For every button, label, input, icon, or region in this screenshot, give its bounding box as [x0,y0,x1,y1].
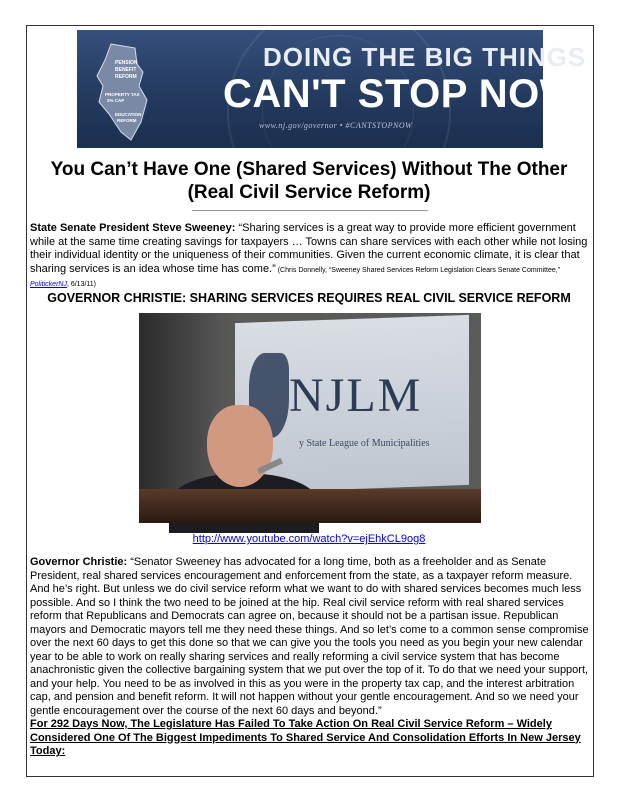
map-label: EDUCATION [115,112,142,117]
sign-subtext: y State League of Municipalities [299,438,430,449]
map-label: 2% CAP [107,98,125,103]
youtube-video-link[interactable]: http://www.youtube.com/watch?v=ejEhkCL9og8 [192,533,426,545]
header-banner [77,30,592,148]
politickernj-link[interactable]: PolitickerNJ [30,281,67,288]
map-label: REFORM [115,74,137,80]
sweeney-quote [30,222,590,292]
map-label: BENEFIT [115,67,137,73]
page-title: You Can’t Have One (Shared Services) Without The Other (Real Civil Service Reform) [50,159,568,203]
banner-headline-main: CAN'T STOP NOW! [223,72,592,116]
quote-text: “Senator Sweeney has advocated for a long time, both as a freeholder and as Senate President, real shared services encouragement and enforcement from the state, as a taxpayer reform measure. And he’s right. But unless we do civil service reform what we want to do with shared services becomes much less possible. And so I think the two need to be joined at the hip. Real civil service reform with real shared services reform that Republicans and Democrats can agree on, because it should not be a partisan issue. Republican mayors and Democratic mayors tell me they need these things. And so let’s come to a common sense compromise over the next 60 days to get this done so that we can give you the tools you need as you begin your new calendar year to be able to work on really sharing services and really reforming a civil service system that has become anachronistic given the collective bargaining system that we put over the top of it. To do that we need your support, and your help. You need to be as involved in this as you were in the property tax cap, and the interest arbitration cap, and pension and benefit reform. It will not happen without your gentle encouragement. And so we need your gentle encouragement over the course of the next 60 days and beyond.” [30,556,589,717]
map-label: REFORM [117,118,137,123]
podium [139,489,481,523]
title-divider [192,210,428,211]
quote-speaker: Governor Christie: [30,556,128,568]
sign-text: NJLM [289,369,423,422]
map-label: PENSION [115,60,138,66]
quote-speaker: State Senate President Steve Sweeney: [30,222,236,234]
banner-url: www.nj.gov/governor • #CANTSTOPNOW [259,121,413,130]
christie-speaking-photo [139,313,481,523]
section-heading: GOVERNOR CHRISTIE: SHARING SERVICES REQUIRES REAL CIVIL SERVICE REFORM [47,291,571,305]
citation-suffix: , 6/13/11) [66,281,97,288]
closing-statement: For 292 Days Now, The Legislature Has Failed To Take Action On Real Civil Service Reform – Widely Considered One Of The Biggest Impediments To Shared Service And Consolidation Efforts In New Jersey Today: [30,718,581,757]
christie-quote [30,556,590,718]
new-jersey-map-icon [91,42,153,142]
banner-headline-top: DOING THE BIG THINGS [263,42,587,72]
citation-prefix: (Chris Donnelly, “Sweeney Shared Services Reform Legislation Clears Senate Committee,” [275,266,561,274]
quote-text: “Sharing services is a great way to provide more efficient government while at the same time creating savings for taxpayers … Towns can share services with each other while not losing their individual identity or the uniqueness of their communities. Given the current economic climate, it is clear that sharing services is an idea whose time has come.” [30,222,588,275]
speaker-head [207,405,273,487]
map-label: PROPERTY TAX [105,92,140,97]
